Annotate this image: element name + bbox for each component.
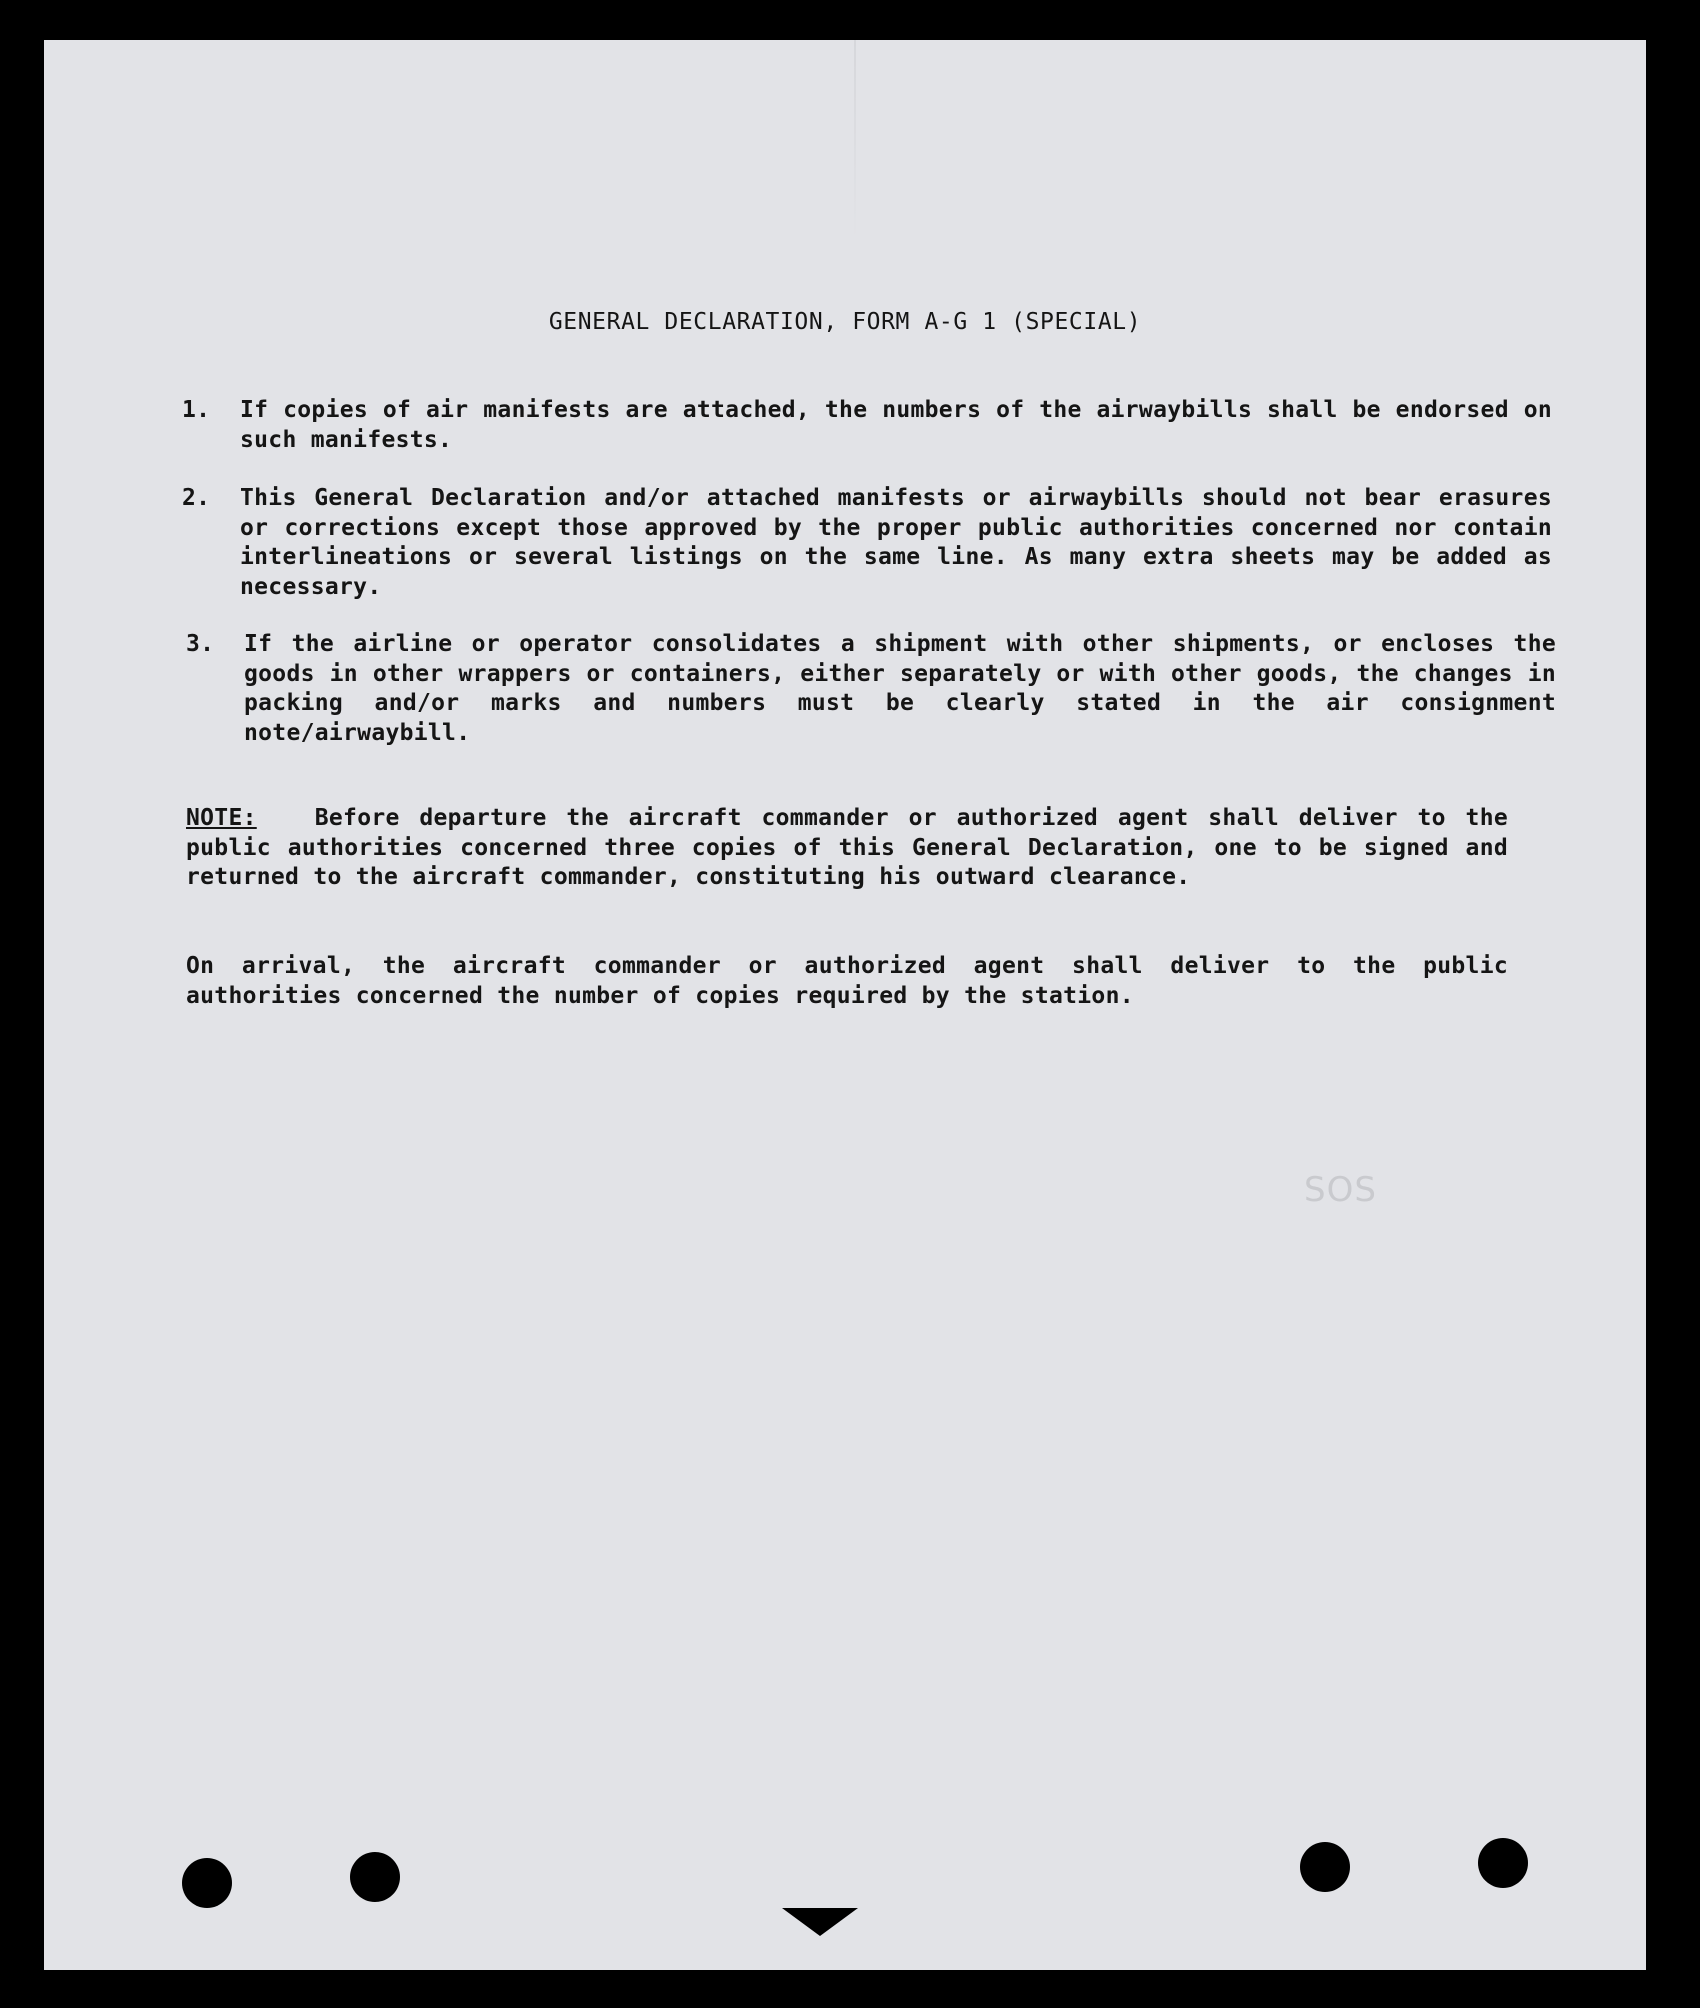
punch-hole	[350, 1852, 400, 1902]
punch-hole	[1478, 1838, 1528, 1888]
list-item-number: 2.	[182, 485, 211, 511]
list-item-text: If copies of air manifests are attached, the numbers of the airwaybills shall be endorsed on such manifests.	[240, 397, 1552, 453]
paper-notch	[782, 1908, 858, 1936]
list-item-text: This General Declaration and/or attached manifests or airwaybills should not bear erasures or corrections except those approved by the proper public authorities concerned nor contain interlineations or several listings on the same line. As many extra sheets may be added as necessary.	[240, 485, 1552, 600]
document-page	[44, 40, 1646, 1970]
list-item	[182, 484, 1552, 602]
list-item-number: 3.	[186, 631, 215, 657]
list-item	[182, 396, 1552, 455]
paper-fold-line	[854, 40, 856, 240]
punch-hole	[182, 1858, 232, 1908]
arrival-paragraph: On arrival, the aircraft commander or authorized agent shall deliver to the public authorities concerned the number of copies required by the station.	[186, 953, 1508, 1009]
note-text: Before departure the aircraft commander or authorized agent shall deliver to the public authorities concerned three copies of this General Declaration, one to be signed and returned to the aircraft commander, constituting his outward clearance.	[186, 805, 1508, 890]
document-title: GENERAL DECLARATION, FORM A-G 1 (SPECIAL)	[548, 309, 1142, 335]
note-label: NOTE:	[186, 805, 257, 831]
list-item	[186, 630, 1556, 748]
faint-stamp: SOS	[1304, 1170, 1377, 1210]
list-item-number: 1.	[182, 397, 211, 423]
punch-hole	[1300, 1842, 1350, 1892]
note-paragraph	[186, 804, 1508, 893]
list-item-text: If the airline or operator consolidates a shipment with other shipments, or encloses the goods in other wrappers or containers, either separately or with other goods, the changes in packing and/or marks and numbers must be clearly stated in the air consignment note/airwaybill.	[244, 631, 1556, 746]
